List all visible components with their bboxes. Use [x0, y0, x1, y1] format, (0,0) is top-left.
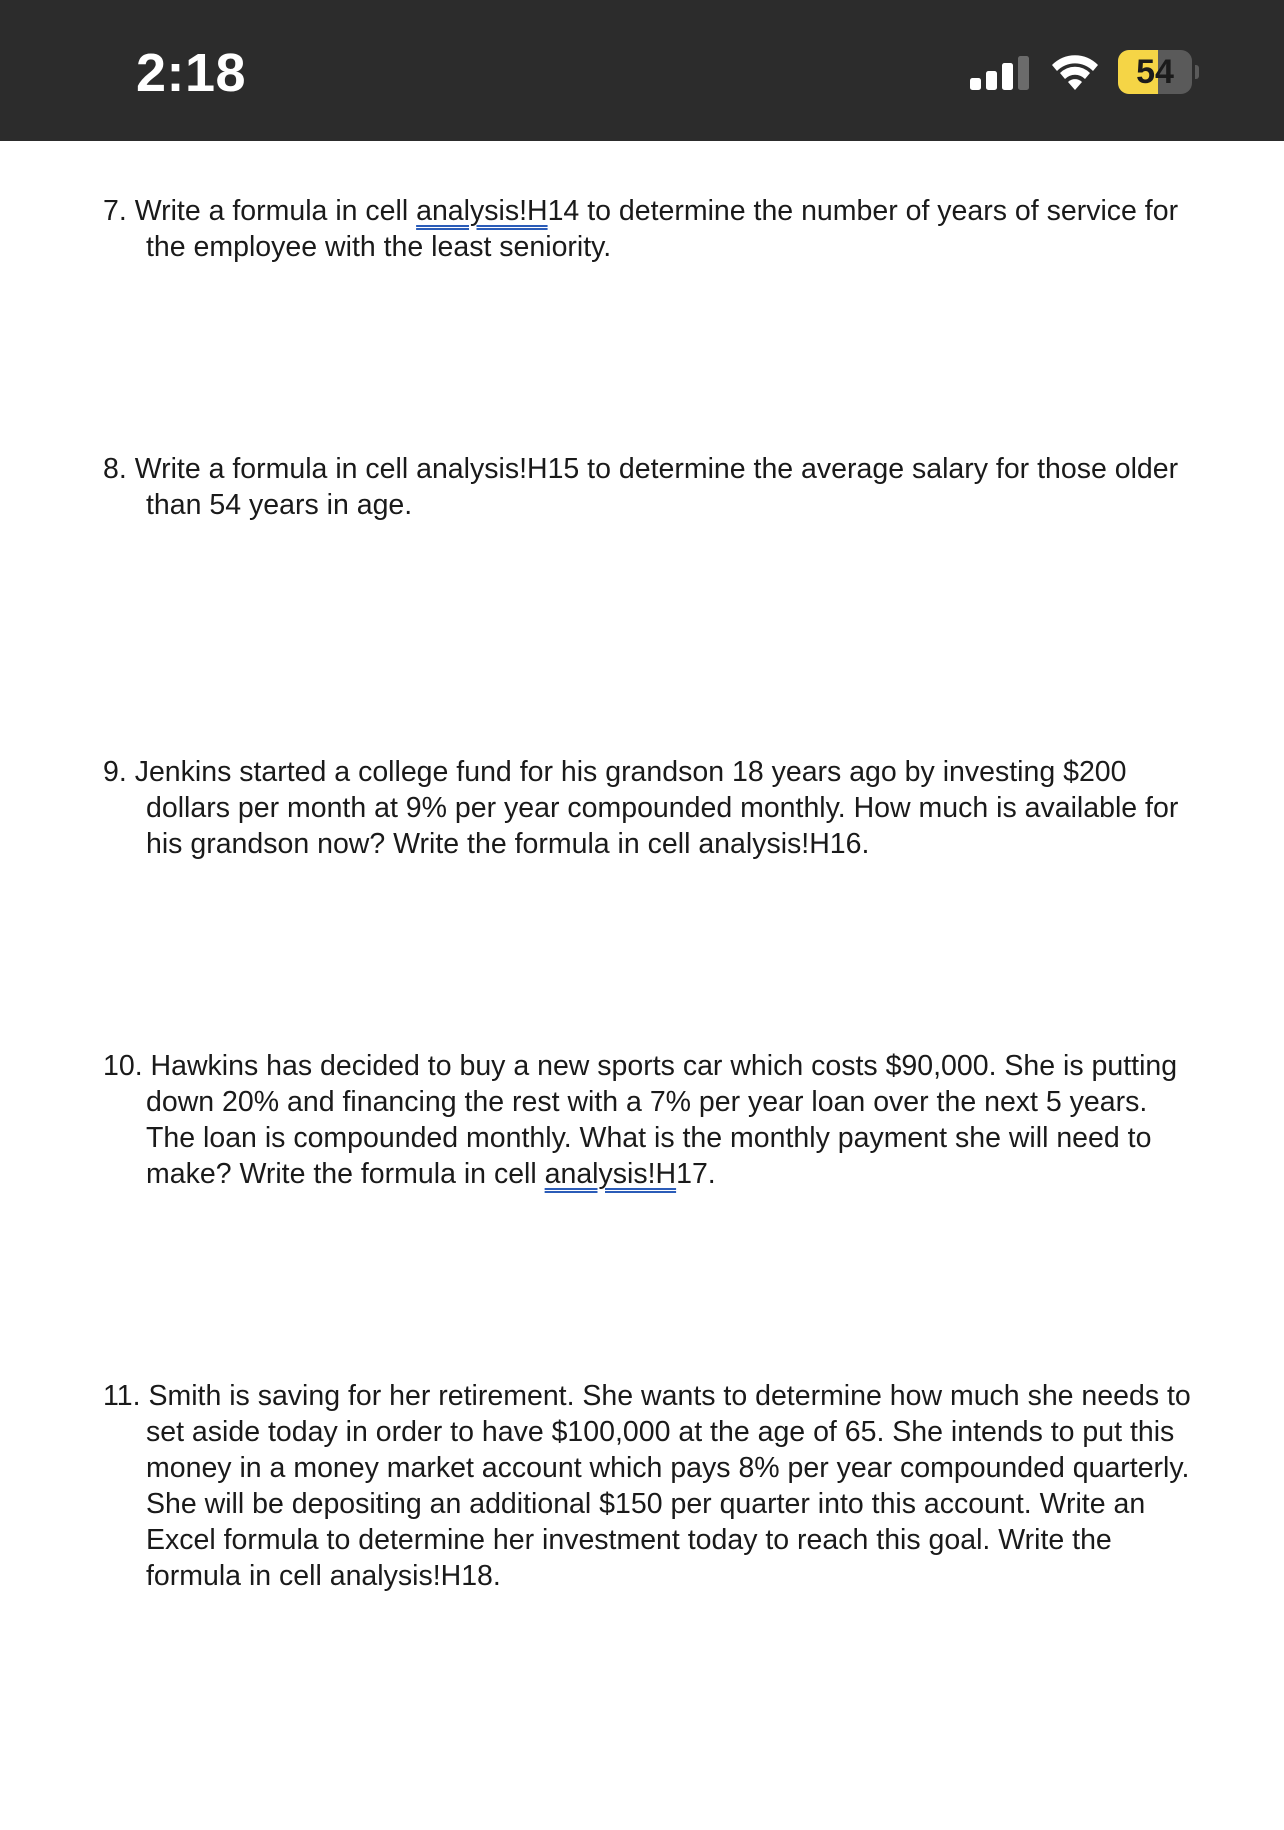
- question-9-text: 9. Jenkins started a college fund for his grandson 18 years ago by investing $200 dollars per month at 9% per year compounded monthly. How much is available for his grandson now? Write the formula in cell analysis!H16.: [103, 756, 1179, 860]
- question-7-number: 7.: [103, 195, 127, 227]
- question-9: [103, 754, 1193, 862]
- document-page: [0, 141, 1284, 1830]
- question-9-number: 9.: [103, 756, 127, 788]
- question-10-number: 10.: [103, 1050, 143, 1082]
- spellcheck-marked-word[interactable]: analysis!H: [416, 195, 548, 227]
- question-7-text: 7. Write a formula in cell analysis!H14 to determine the number of years of service for the employee with the least seniority.: [103, 195, 1179, 263]
- question-10-text: 10. Hawkins has decided to buy a new sports car which costs $90,000. She is putting down 20% and financing the rest with a 7% per year loan over the next 5 years. The loan is compounded monthly. What is the monthly payment she will need to make? Write the formula in cell analysis!H17.: [103, 1050, 1178, 1190]
- battery-cap: [1195, 65, 1199, 79]
- question-7: [103, 193, 1193, 265]
- battery-body: [1118, 50, 1192, 94]
- wifi-icon: [1050, 54, 1100, 90]
- status-bar: [0, 0, 1284, 141]
- question-8-text: 8. Write a formula in cell analysis!H15 to determine the average salary for those older than 54 years in age.: [103, 453, 1179, 521]
- battery-indicator: [1118, 50, 1198, 94]
- question-8: [103, 451, 1193, 523]
- question-10: [103, 1048, 1193, 1192]
- question-8-number: 8.: [103, 453, 127, 485]
- cellular-signal-icon: [970, 56, 1032, 90]
- battery-percent: 54: [1136, 53, 1174, 91]
- clock-time: 2:18: [136, 43, 247, 103]
- question-11-text: 11. Smith is saving for her retirement. She wants to determine how much she needs to set aside today in order to have $100,000 at the age of 65. She intends to put this money in a money market account which pays 8% per year compounded quarterly. She will be depositing an additional $150 per quarter into this account. Write an Excel formula to determine her investment today to reach this goal. Write the formula in cell analysis!H18.: [103, 1380, 1191, 1592]
- question-11-number: 11.: [103, 1380, 141, 1412]
- question-11: [103, 1378, 1193, 1594]
- spellcheck-marked-word[interactable]: analysis!H: [544, 1158, 677, 1190]
